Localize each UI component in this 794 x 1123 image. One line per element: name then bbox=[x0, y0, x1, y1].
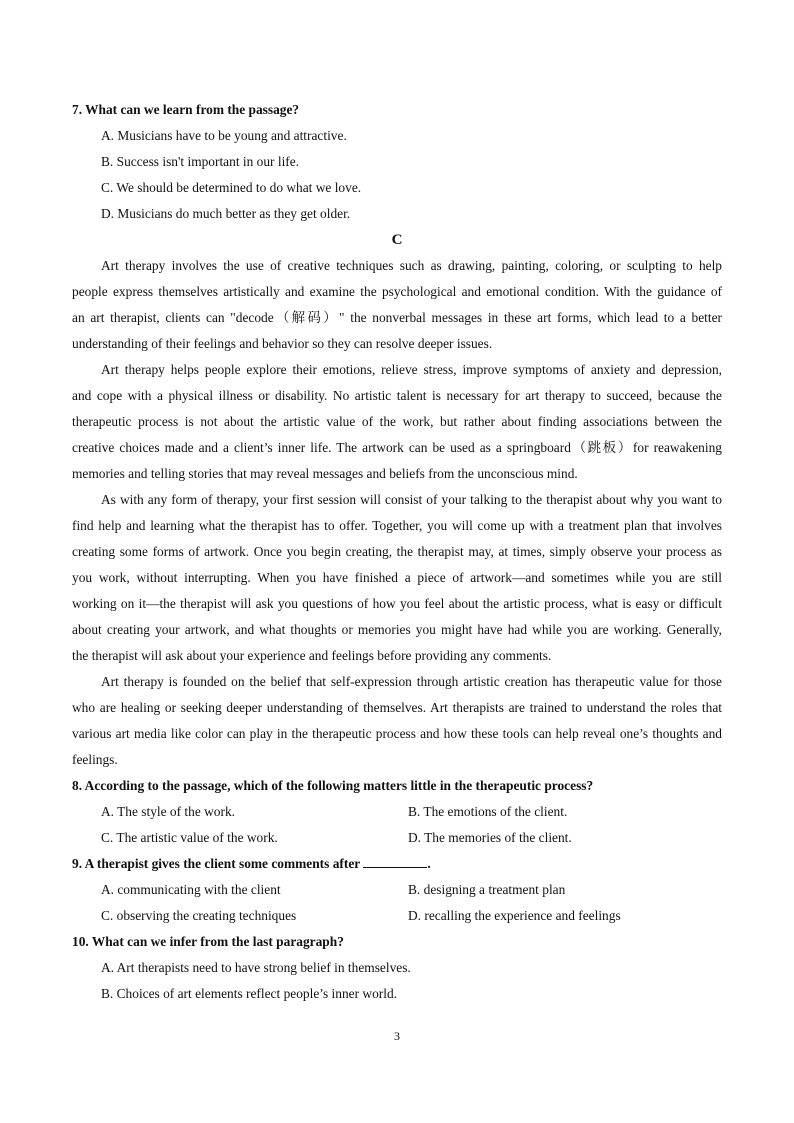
q9-option-d: D. recalling the experience and feelings bbox=[408, 908, 621, 923]
p1-line: people express themselves artistically and examine the psychological and emotional condition. With the guidance of bbox=[72, 284, 722, 299]
page-number: 3 bbox=[394, 1029, 400, 1043]
p4-line: various art media like color can play in the therapeutic process and how these tools can help reveal one’s thoughts and bbox=[72, 726, 722, 741]
question-8: 8. According to the passage, which of the following matters little in the therapeutic process? bbox=[72, 778, 594, 793]
section-heading: C bbox=[391, 232, 403, 248]
q8-option-c: C. The artistic value of the work. bbox=[101, 830, 278, 845]
p2-line: Art therapy helps people explore their emotions, relieve stress, improve symptoms of anxiety and depression, bbox=[101, 362, 722, 377]
q8-option-b: B. The emotions of the client. bbox=[408, 804, 568, 819]
q10-option-b: B. Choices of art elements reflect people’s inner world. bbox=[101, 986, 397, 1001]
p1-line: understanding of their feelings and behavior so they can resolve deeper issues. bbox=[72, 336, 493, 351]
p3-line: find help and learning what the therapist has to offer. Together, you will come up with a treatment plan that involves bbox=[72, 518, 722, 533]
q9-question-text: 9. A therapist gives the client some comments after bbox=[72, 856, 360, 871]
p2-line: and cope with a physical illness or disability. No artistic talent is necessary for art therapy to succeed, because the bbox=[72, 388, 722, 403]
question-9 bbox=[72, 855, 722, 873]
p3-line: creating some forms of artwork. Once you begin creating, the therapist may, at times, simply observe your process as bbox=[72, 544, 722, 559]
q7-option-a: A. Musicians have to be young and attractive. bbox=[101, 128, 347, 143]
p3-line: As with any form of therapy, your first session will consist of your talking to the therapist about why you want to bbox=[101, 492, 722, 507]
p1-line: Art therapy involves the use of creative techniques such as drawing, painting, coloring, or sculpting to help bbox=[101, 258, 722, 273]
p3-line: about creating your artwork, and what thoughts or memories you might have had while you are working. Generally, bbox=[72, 622, 722, 637]
q8-option-a: A. The style of the work. bbox=[101, 804, 236, 819]
p3-line: you work, without interrupting. When you have finished a piece of artwork—and sometimes while you are still bbox=[72, 570, 722, 585]
p4-line: feelings. bbox=[72, 752, 118, 767]
q9-question-end: . bbox=[427, 856, 431, 871]
question-7: 7. What can we learn from the passage? bbox=[72, 102, 300, 117]
p4-line: Art therapy is founded on the belief that self-expression through artistic creation has therapeutic value for those bbox=[101, 674, 722, 689]
p2-line: memories and telling stories that may reveal messages and beliefs from the unconscious mind. bbox=[72, 466, 578, 481]
p4-line: who are healing or seeking deeper understanding of themselves. Art therapists are trained to understand the roles that bbox=[72, 700, 722, 715]
p3-line: working on it—the therapist will ask you questions of how you feel about the artistic process, what is easy or difficult bbox=[72, 596, 722, 611]
q7-option-c: C. We should be determined to do what we love. bbox=[101, 180, 362, 195]
q10-option-a: A. Art therapists need to have strong belief in themselves. bbox=[101, 960, 411, 975]
q9-option-b: B. designing a treatment plan bbox=[408, 882, 566, 897]
answer-blank bbox=[363, 855, 427, 868]
p2-line: creative choices made and a client’s inner life. The artwork can be used as a springboard（跳板）for reawakening bbox=[72, 440, 722, 455]
q7-option-b: B. Success isn't important in our life. bbox=[101, 154, 300, 169]
p3-line: the therapist will ask about your experience and feelings before providing any comments. bbox=[72, 648, 552, 663]
p1-line: an art therapist, clients can "decode（解码）" the nonverbal messages in these art forms, which lead to a better bbox=[72, 310, 722, 325]
q9-option-c: C. observing the creating techniques bbox=[101, 908, 297, 923]
q9-option-a: A. communicating with the client bbox=[101, 882, 281, 897]
q8-option-d: D. The memories of the client. bbox=[408, 830, 572, 845]
p2-line: therapeutic process is not about the artistic value of the work, but rather about finding associations between the bbox=[72, 414, 722, 429]
q7-option-d: D. Musicians do much better as they get older. bbox=[101, 206, 351, 221]
question-10: 10. What can we infer from the last paragraph? bbox=[72, 934, 344, 949]
